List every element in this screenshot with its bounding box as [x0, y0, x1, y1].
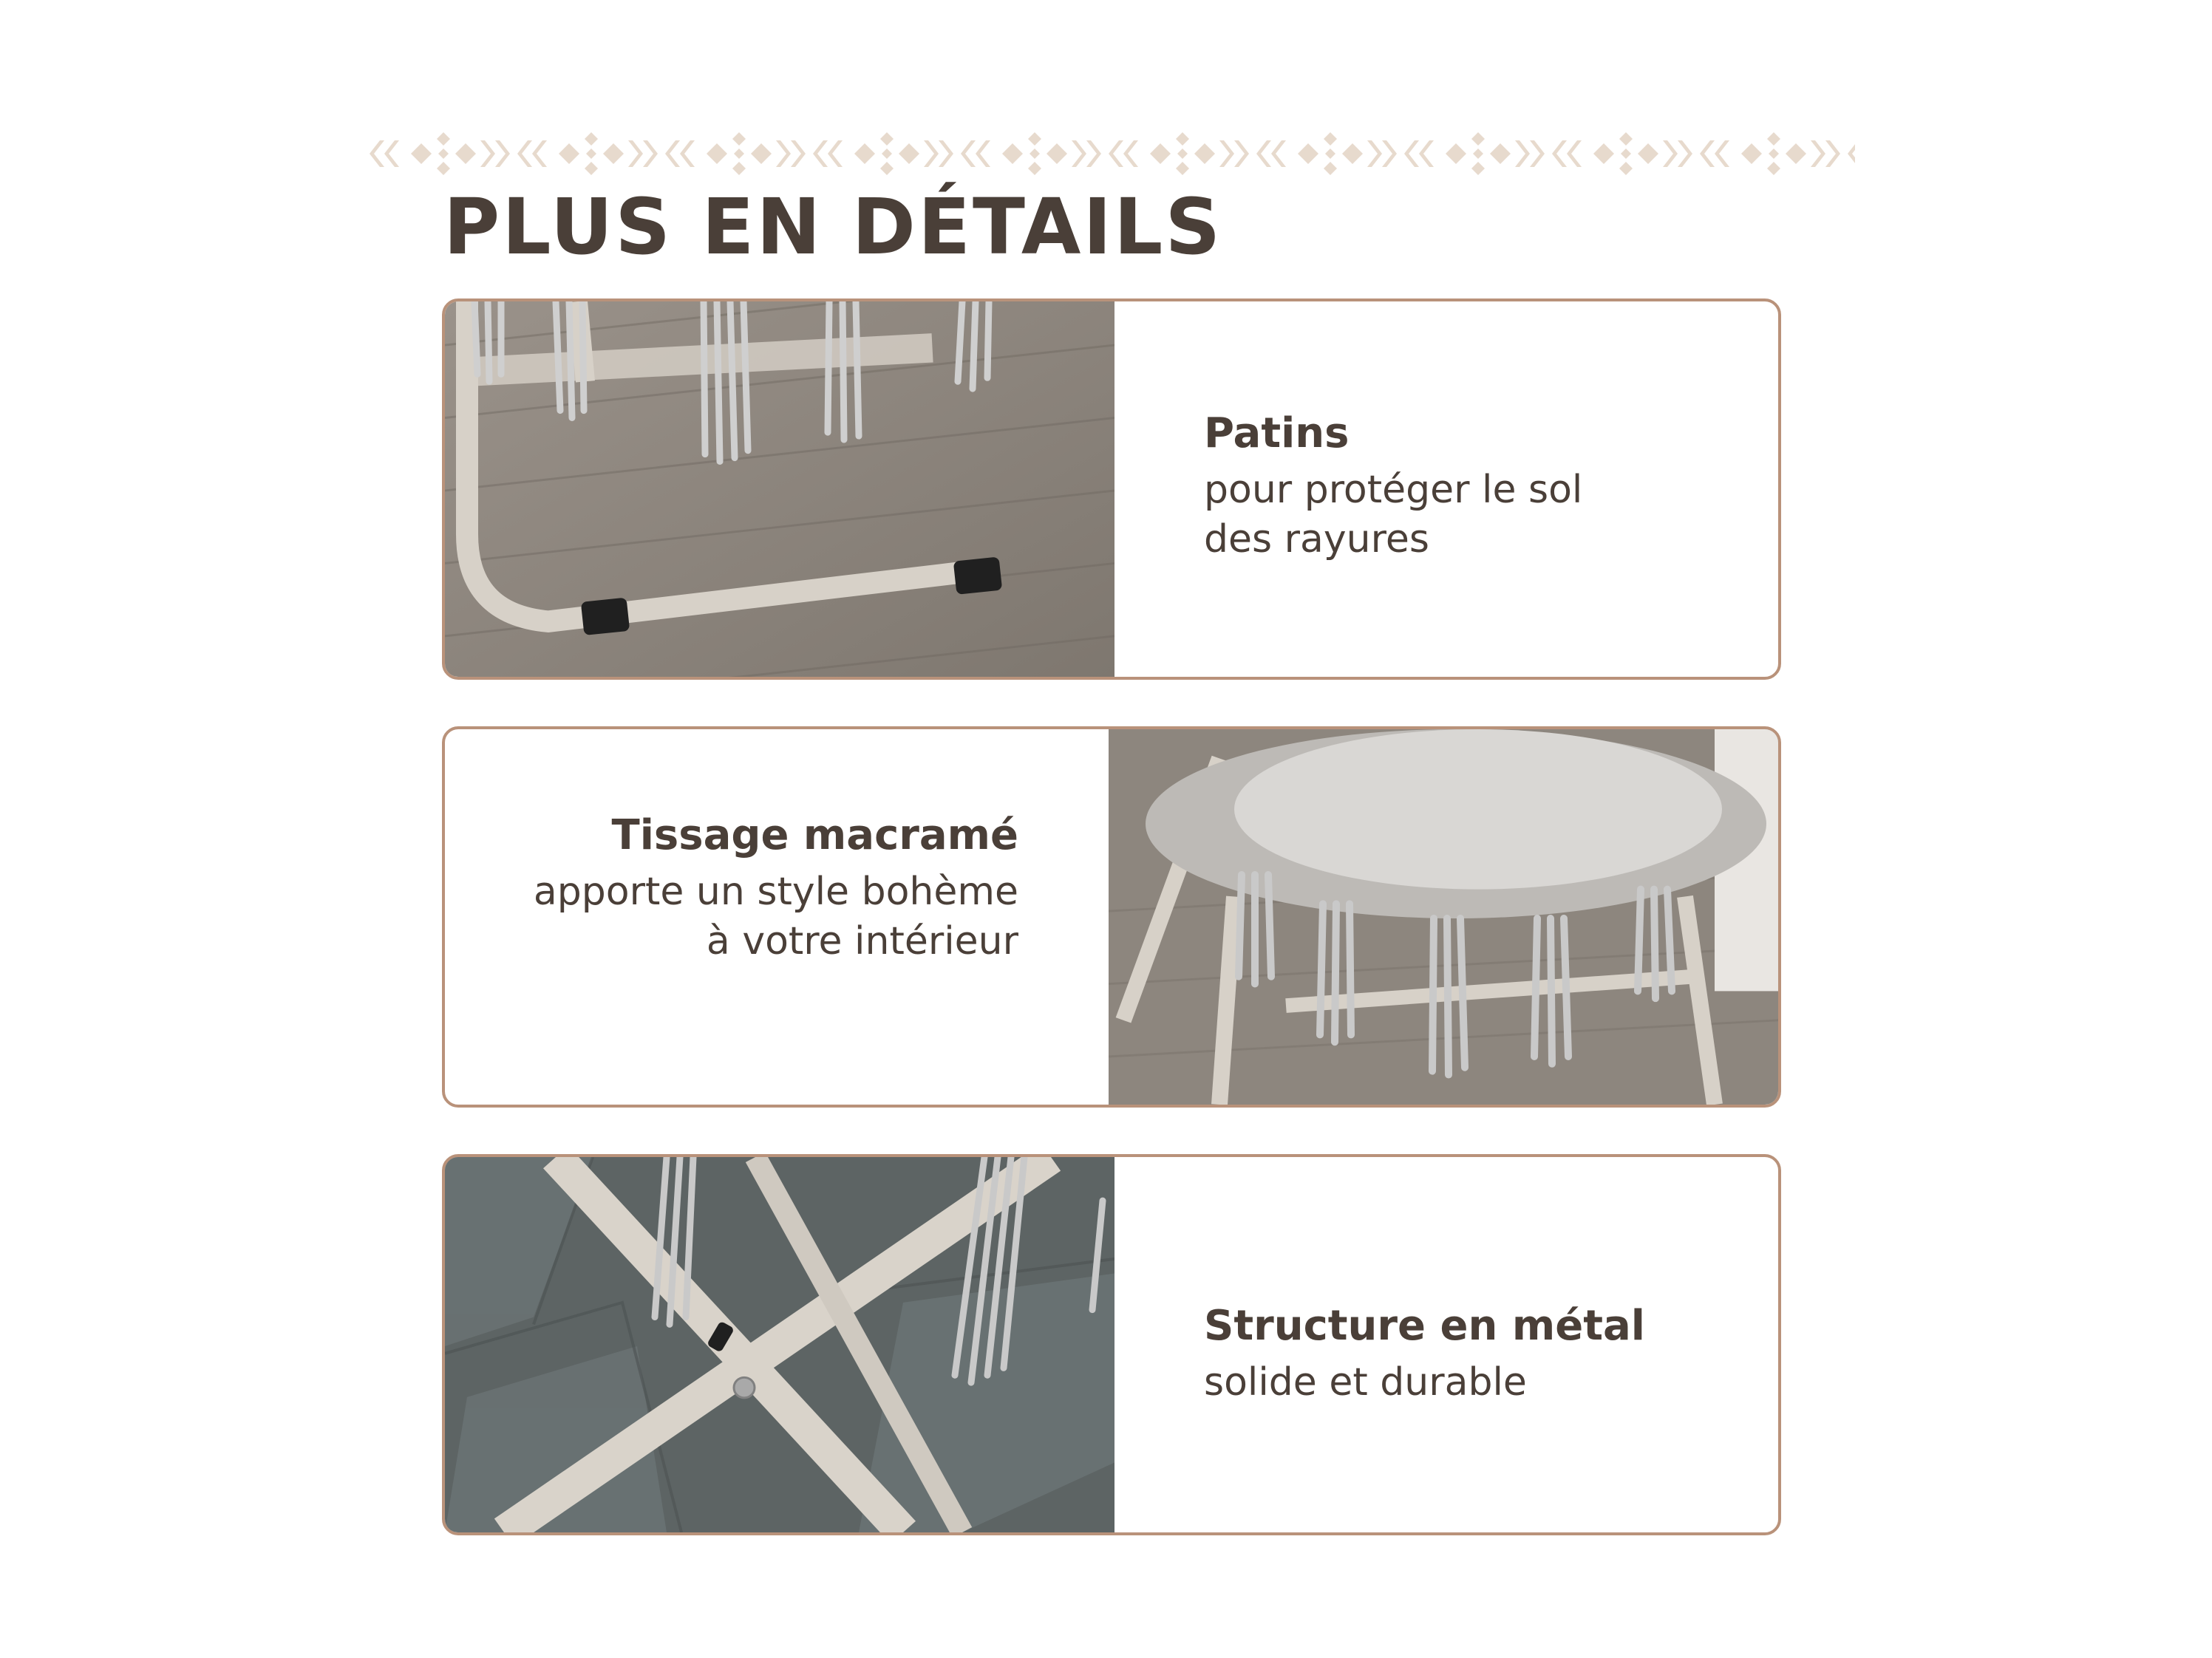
feature-card-structure-metal: [442, 1154, 1781, 1535]
macrame-seat-fringe-photo: [1109, 729, 1778, 1105]
feature-text-patins: [1204, 409, 1721, 564]
pattern-motif: [1848, 132, 1855, 175]
feature-card-tissage-macrame: [442, 726, 1781, 1108]
feature-description: pour protéger le sol des rayures: [1204, 468, 1583, 562]
pattern-motif: [961, 132, 1101, 175]
metal-frame-cross-joint-photo: [445, 1157, 1114, 1532]
decorative-pattern-band: [370, 127, 1855, 180]
pattern-motif: [1700, 132, 1840, 175]
feature-card-patins: [442, 298, 1781, 680]
pattern-motif: [665, 132, 806, 175]
pattern-motif: [1404, 132, 1545, 175]
feature-title: Structure en métal: [1204, 1302, 1645, 1350]
feature-description: solide et durable: [1204, 1360, 1527, 1405]
pattern-motif: [813, 132, 953, 175]
pattern-motif: [1552, 132, 1692, 175]
feature-title: Patins: [1204, 409, 1350, 457]
chair-leg-floor-protector-photo: [445, 301, 1114, 677]
feature-text-tissage-macrame: [457, 811, 1018, 966]
page-title: PLUS EN DÉTAILS: [443, 182, 1223, 272]
feature-title: Tissage macramé: [611, 811, 1018, 859]
pattern-motif: [1109, 132, 1249, 175]
pattern-motif: [1256, 132, 1397, 175]
pattern-motif: [370, 132, 510, 175]
feature-description: apporte un style bohème à votre intérieur: [533, 870, 1018, 963]
pattern-motif: [517, 132, 658, 175]
feature-text-structure-metal: [1204, 1301, 1751, 1408]
